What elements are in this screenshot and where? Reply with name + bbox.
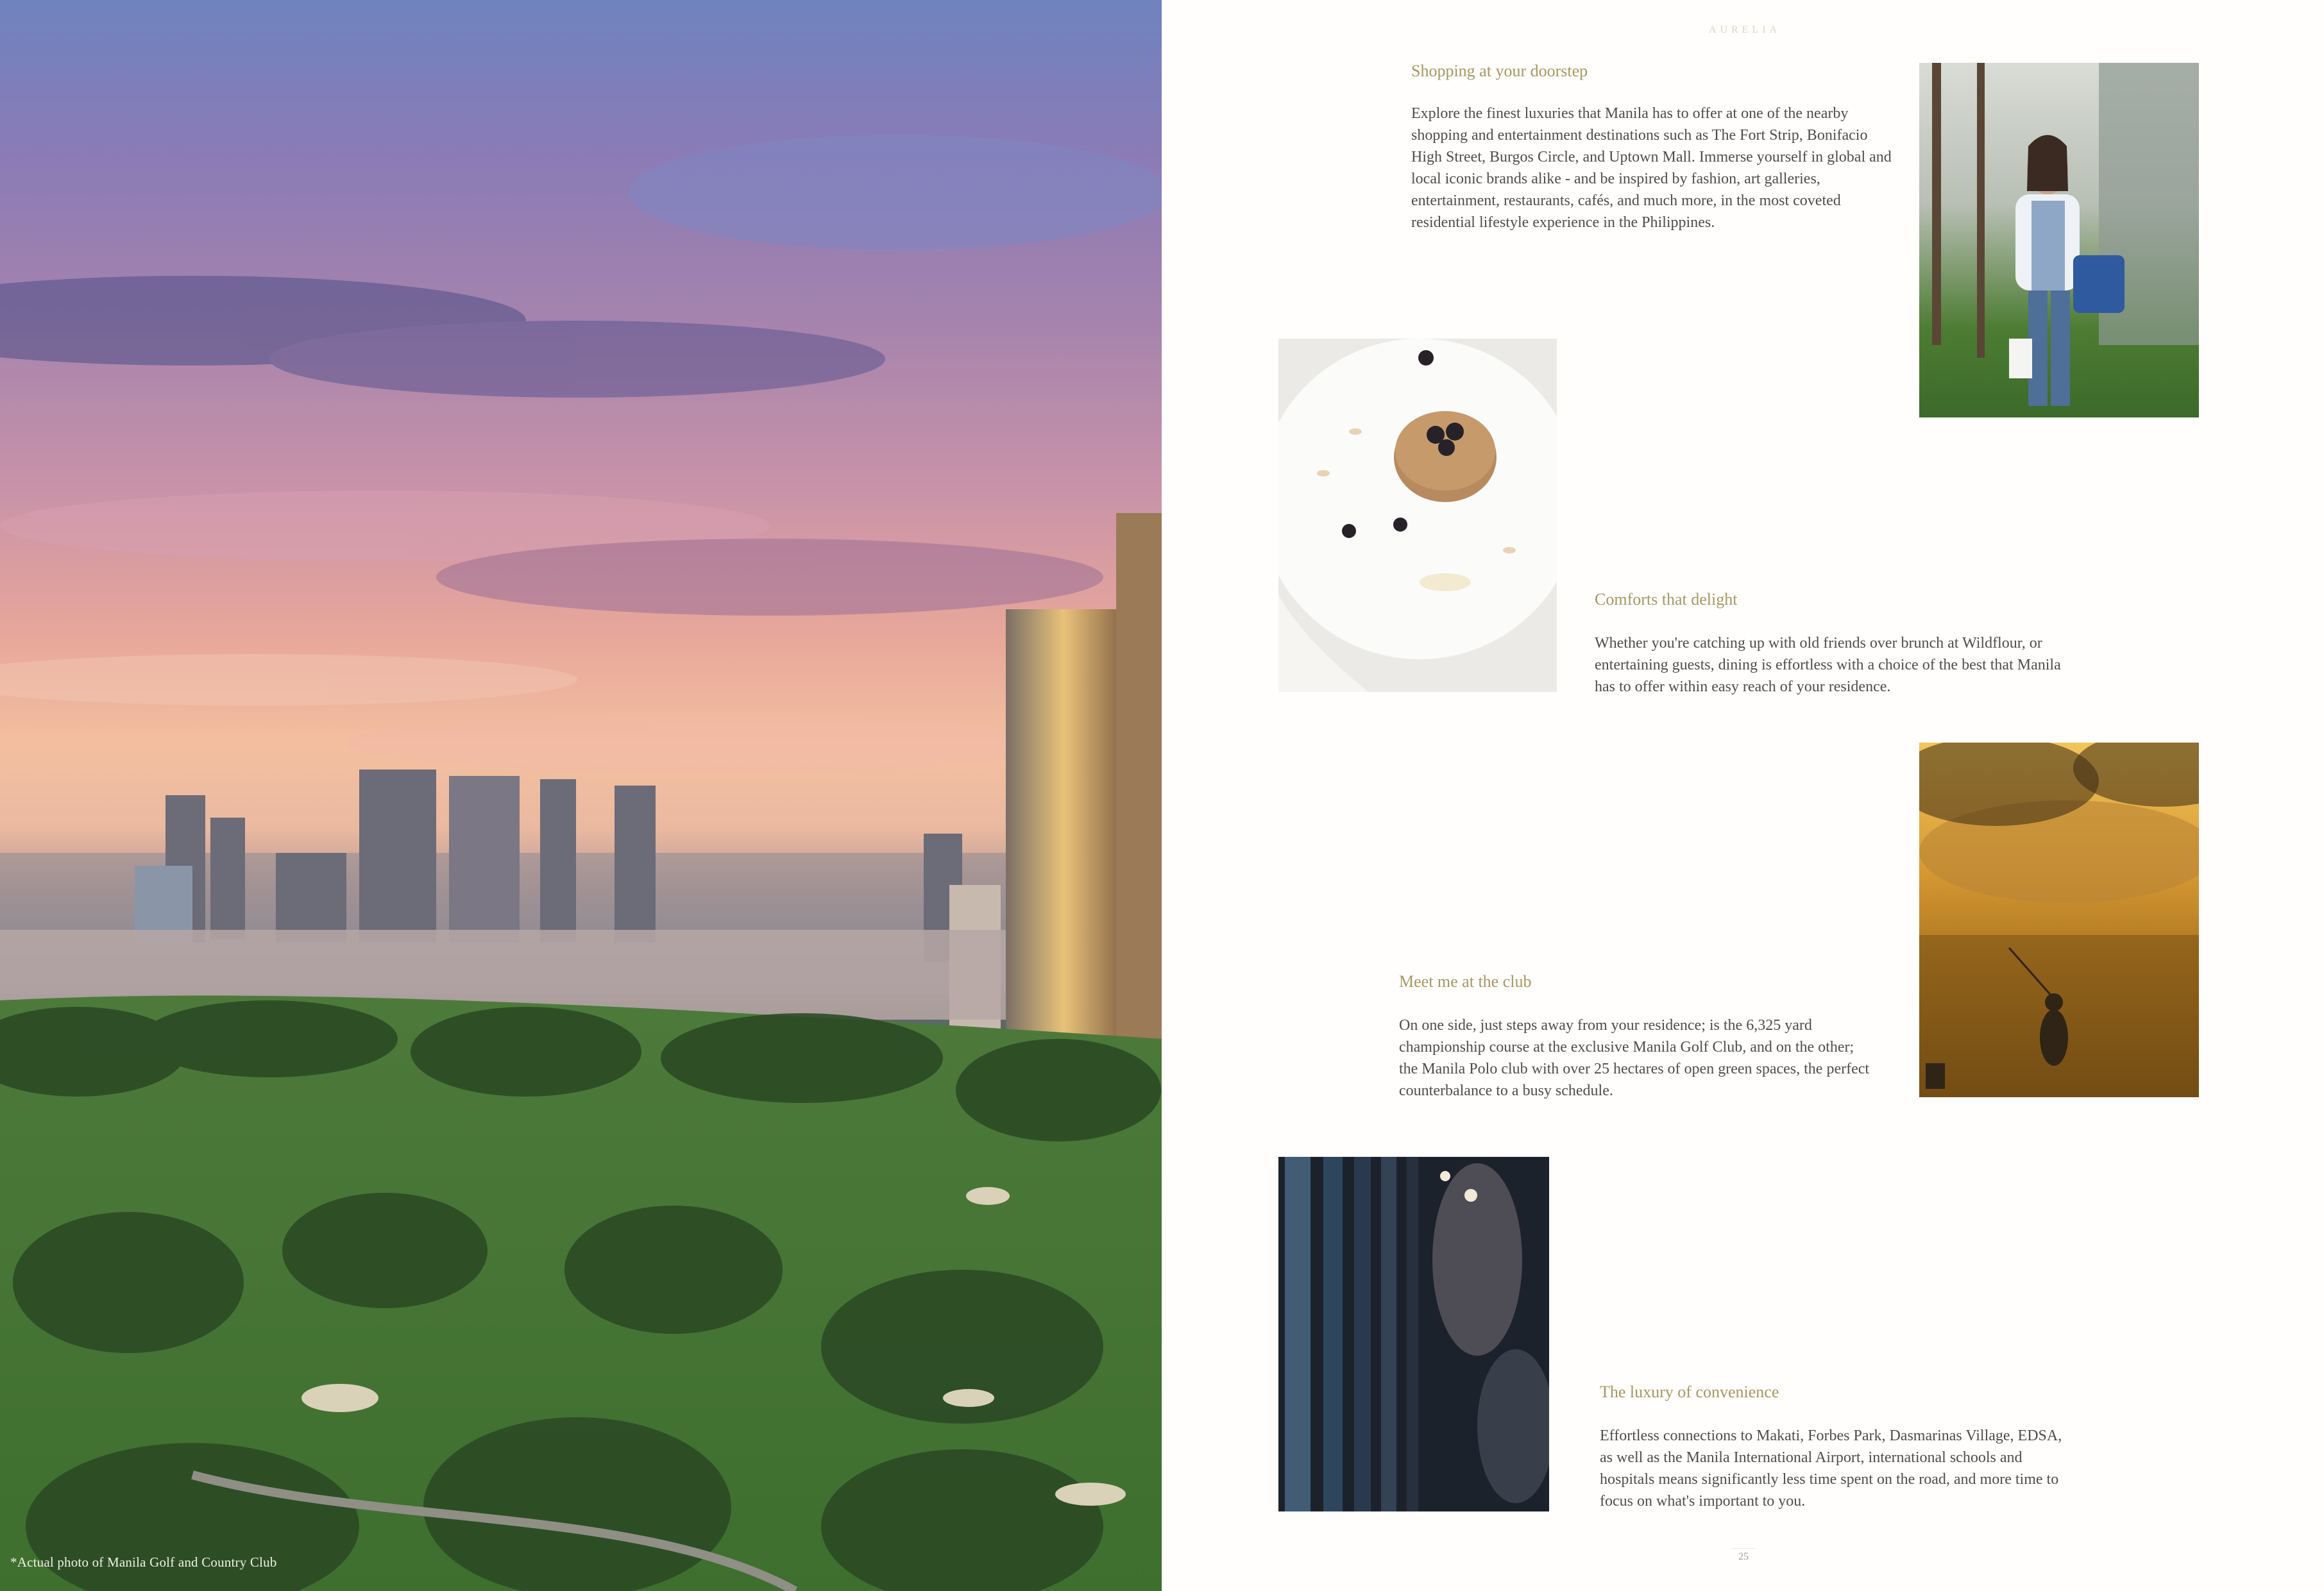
heading-club: Meet me at the club xyxy=(1399,972,1532,991)
photo-caption: *Actual photo of Manila Golf and Country Club xyxy=(10,1554,277,1570)
text-club: On one side, just steps away from your residence; is the 6,325 yard championship course at the exclusive Manila Golf Club, and on the other; the Manila Polo club with over 25 hectares of open green spaces, the perfect counterbalance to a busy schedule. xyxy=(1399,1017,1870,1099)
photo-pancakes xyxy=(1278,339,1557,692)
heading-comforts: Comforts that delight xyxy=(1595,590,1738,609)
photo-shopping-woman xyxy=(1919,63,2199,417)
text-convenience: Effortless connections to Makati, Forbes Park, Dasmarinas Village, EDSA, as well as the Manila International Airport, international schools and hospitals means significantly less time spent on the road, and more time to focus on what's important to you. xyxy=(1600,1427,2062,1510)
sky-clouds xyxy=(0,135,1162,773)
heading-convenience: The luxury of convenience xyxy=(1600,1383,1779,1401)
photo-golfer xyxy=(1919,743,2199,1097)
text-shopping: Explore the finest luxuries that Manila has to offer at one of the nearby shopping and entertainment destinations such as The Fort Strip, Bonifacio High Street, Burgos Circle, and Uptown Mall. Immerse yourself in global and local iconic brands alike - and be inspired by fashion, art galleries, entertainment, restaurants, cafés, and much more, in the most coveted residential lifestyle experience in the Philippines. xyxy=(1411,105,1892,231)
text-comforts: Whether you're catching up with old friends over brunch at Wildflour, or entertaining guests, dining is effortless with a choice of the best that Manila has to offer within easy reach of your residence. xyxy=(1595,635,2061,695)
brand-wordmark: AURELIA xyxy=(1708,24,1781,35)
heading-shopping: Shopping at your doorstep xyxy=(1411,62,1588,80)
page-number: 25 xyxy=(1732,1548,1755,1563)
photo-store-aisle xyxy=(1278,1157,1549,1511)
